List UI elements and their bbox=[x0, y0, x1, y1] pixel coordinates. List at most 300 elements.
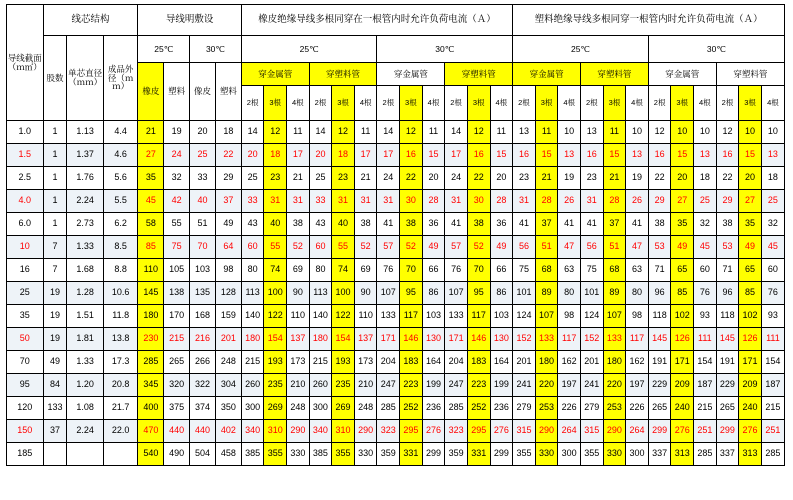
cell-p25-plastic-2: 47 bbox=[626, 236, 649, 259]
cell-open-1: 42 bbox=[164, 190, 190, 213]
cell-r30-plastic-2: 236 bbox=[490, 397, 513, 420]
cell-p30-plastic-0: 191 bbox=[716, 351, 739, 374]
cell-r30-metal-2: 20 bbox=[422, 167, 445, 190]
cell-p25-plastic-0: 41 bbox=[580, 213, 603, 236]
header-row-temps bbox=[7, 36, 785, 63]
cell-r25-plastic-0: 113 bbox=[309, 282, 332, 305]
cell-p25-plastic-2: 300 bbox=[626, 443, 649, 466]
cell-p30-metal-2: 215 bbox=[694, 397, 717, 420]
cell-p30-metal-1: 49 bbox=[671, 236, 694, 259]
cell-open-1: 265 bbox=[164, 351, 190, 374]
cell-p25-plastic-0: 56 bbox=[580, 236, 603, 259]
cell-r25-metal-0: 43 bbox=[241, 213, 264, 236]
cell-area: 95 bbox=[7, 374, 44, 397]
cell-p30-metal-2: 285 bbox=[694, 443, 717, 466]
count-2: 2根 bbox=[377, 86, 400, 121]
cell-r30-plastic-0: 171 bbox=[445, 328, 468, 351]
cell-r25-metal-2: 210 bbox=[287, 374, 310, 397]
table-row bbox=[7, 213, 785, 236]
cell-r30-metal-1: 331 bbox=[400, 443, 423, 466]
cell-p30-plastic-0: 337 bbox=[716, 443, 739, 466]
cell-open-3: 402 bbox=[215, 420, 241, 443]
cell-r30-plastic-0: 41 bbox=[445, 213, 468, 236]
cell-r25-plastic-2: 173 bbox=[354, 351, 377, 374]
cell-p30-plastic-2: 13 bbox=[761, 144, 784, 167]
count-3: 3根 bbox=[400, 86, 423, 121]
cell-p30-plastic-0: 145 bbox=[716, 328, 739, 351]
cell-r25-plastic-2: 52 bbox=[354, 236, 377, 259]
cell-r30-plastic-2: 299 bbox=[490, 443, 513, 466]
table-body bbox=[7, 121, 785, 466]
cell-p25-metal-1: 89 bbox=[535, 282, 558, 305]
cell-r30-plastic-0: 247 bbox=[445, 374, 468, 397]
cell-r30-plastic-0: 14 bbox=[445, 121, 468, 144]
cell-r30-metal-1: 95 bbox=[400, 282, 423, 305]
cell-r30-plastic-1: 12 bbox=[467, 121, 490, 144]
cell-r30-plastic-0: 204 bbox=[445, 351, 468, 374]
cell-r30-plastic-1: 295 bbox=[467, 420, 490, 443]
cell-p25-plastic-1: 253 bbox=[603, 397, 626, 420]
cell-open-3: 37 bbox=[215, 190, 241, 213]
cell-p30-plastic-0: 38 bbox=[716, 213, 739, 236]
cell-p30-metal-1: 15 bbox=[671, 144, 694, 167]
cell-p25-plastic-0: 13 bbox=[580, 121, 603, 144]
count-2: 2根 bbox=[716, 86, 739, 121]
table-row bbox=[7, 420, 785, 443]
cell-r30-plastic-2: 49 bbox=[490, 236, 513, 259]
cell-p30-metal-0: 16 bbox=[648, 144, 671, 167]
cell-r25-metal-2: 52 bbox=[287, 236, 310, 259]
cell-open-0: 400 bbox=[138, 397, 164, 420]
cell-r25-metal-1: 55 bbox=[264, 236, 287, 259]
col-outer-dia: 成品外径（ｍｍ） bbox=[103, 36, 137, 121]
cell-r30-metal-0: 24 bbox=[377, 167, 400, 190]
cell-p30-metal-0: 71 bbox=[648, 259, 671, 282]
cell-p25-plastic-1: 330 bbox=[603, 443, 626, 466]
count-4: 4根 bbox=[694, 86, 717, 121]
cell-p25-plastic-2: 80 bbox=[626, 282, 649, 305]
cell-r30-plastic-1: 223 bbox=[467, 374, 490, 397]
cell-p25-plastic-2: 197 bbox=[626, 374, 649, 397]
cell-single-dia: 2.24 bbox=[67, 190, 104, 213]
count-2: 2根 bbox=[445, 86, 468, 121]
cell-r30-metal-0: 171 bbox=[377, 328, 400, 351]
cell-p30-metal-0: 337 bbox=[648, 443, 671, 466]
cell-r30-metal-1: 38 bbox=[400, 213, 423, 236]
count-3: 3根 bbox=[671, 86, 694, 121]
cell-outer-dia: 8.8 bbox=[103, 259, 137, 282]
cell-p25-plastic-2: 41 bbox=[626, 213, 649, 236]
cell-p25-metal-2: 264 bbox=[558, 420, 581, 443]
cell-r30-plastic-2: 20 bbox=[490, 167, 513, 190]
cell-open-1: 490 bbox=[164, 443, 190, 466]
cell-p30-plastic-2: 32 bbox=[761, 213, 784, 236]
cell-r25-metal-1: 100 bbox=[264, 282, 287, 305]
cell-r25-plastic-1: 235 bbox=[332, 374, 355, 397]
table-row bbox=[7, 121, 785, 144]
cell-open-0: 470 bbox=[138, 420, 164, 443]
cell-r25-plastic-0: 180 bbox=[309, 328, 332, 351]
cell-single-dia: 1.76 bbox=[67, 167, 104, 190]
cell-p25-metal-0: 16 bbox=[513, 144, 536, 167]
cell-strands: 1 bbox=[43, 190, 67, 213]
cell-open-2: 51 bbox=[190, 213, 216, 236]
cell-p30-metal-2: 25 bbox=[694, 190, 717, 213]
cell-open-0: 21 bbox=[138, 121, 164, 144]
cell-r30-plastic-1: 38 bbox=[467, 213, 490, 236]
cell-r30-metal-0: 31 bbox=[377, 190, 400, 213]
cell-r25-metal-0: 14 bbox=[241, 121, 264, 144]
cell-r30-plastic-0: 57 bbox=[445, 236, 468, 259]
cell-p25-metal-1: 290 bbox=[535, 420, 558, 443]
cell-r30-metal-0: 204 bbox=[377, 351, 400, 374]
cell-p25-plastic-1: 89 bbox=[603, 282, 626, 305]
cell-p25-metal-0: 41 bbox=[513, 213, 536, 236]
cell-p25-plastic-1: 133 bbox=[603, 328, 626, 351]
cell-r25-plastic-0: 385 bbox=[309, 443, 332, 466]
cell-r25-metal-2: 248 bbox=[287, 397, 310, 420]
cell-p25-metal-1: 51 bbox=[535, 236, 558, 259]
cell-p25-plastic-1: 11 bbox=[603, 121, 626, 144]
cell-single-dia: 1.13 bbox=[67, 121, 104, 144]
cell-open-0: 145 bbox=[138, 282, 164, 305]
cell-p30-plastic-2: 45 bbox=[761, 236, 784, 259]
cell-open-2: 168 bbox=[190, 305, 216, 328]
cell-p30-metal-2: 18 bbox=[694, 167, 717, 190]
cell-single-dia: 1.37 bbox=[67, 144, 104, 167]
cell-p30-plastic-0: 12 bbox=[716, 121, 739, 144]
cell-open-3: 201 bbox=[215, 328, 241, 351]
cell-p30-plastic-2: 18 bbox=[761, 167, 784, 190]
cell-r25-plastic-0: 60 bbox=[309, 236, 332, 259]
cell-open-1: 170 bbox=[164, 305, 190, 328]
cell-outer-dia: 8.5 bbox=[103, 236, 137, 259]
cell-p25-plastic-0: 152 bbox=[580, 328, 603, 351]
cell-p30-plastic-0: 22 bbox=[716, 167, 739, 190]
cell-r25-metal-2: 11 bbox=[287, 121, 310, 144]
table-row bbox=[7, 144, 785, 167]
cell-r25-metal-0: 340 bbox=[241, 420, 264, 443]
cell-r30-metal-1: 183 bbox=[400, 351, 423, 374]
cell-single-dia: 1.20 bbox=[67, 374, 104, 397]
cell-outer-dia: 4.6 bbox=[103, 144, 137, 167]
p25-metal-pipe: 穿金属管 bbox=[513, 63, 581, 86]
cell-p30-metal-0: 191 bbox=[648, 351, 671, 374]
cell-r30-plastic-1: 252 bbox=[467, 397, 490, 420]
cell-r30-plastic-2: 199 bbox=[490, 374, 513, 397]
cell-open-3: 159 bbox=[215, 305, 241, 328]
cell-p30-metal-1: 27 bbox=[671, 190, 694, 213]
cell-single-dia bbox=[67, 443, 104, 466]
cell-p30-metal-1: 276 bbox=[671, 420, 694, 443]
table-row bbox=[7, 397, 785, 420]
cell-r30-plastic-1: 95 bbox=[467, 282, 490, 305]
cell-p30-plastic-1: 126 bbox=[739, 328, 762, 351]
cell-open-2: 70 bbox=[190, 236, 216, 259]
cell-outer-dia: 6.2 bbox=[103, 213, 137, 236]
cell-area: 50 bbox=[7, 328, 44, 351]
cell-r25-plastic-2: 110 bbox=[354, 305, 377, 328]
cell-r30-metal-2: 299 bbox=[422, 443, 445, 466]
cell-r25-plastic-2: 248 bbox=[354, 397, 377, 420]
cell-p25-metal-0: 201 bbox=[513, 351, 536, 374]
cell-p30-plastic-0: 71 bbox=[716, 259, 739, 282]
cell-p30-metal-2: 154 bbox=[694, 351, 717, 374]
cell-strands: 37 bbox=[43, 420, 67, 443]
cell-r30-plastic-2: 36 bbox=[490, 213, 513, 236]
cell-r25-plastic-1: 12 bbox=[332, 121, 355, 144]
cell-area: 150 bbox=[7, 420, 44, 443]
cell-p30-plastic-0: 96 bbox=[716, 282, 739, 305]
cell-open-0: 345 bbox=[138, 374, 164, 397]
cell-r30-plastic-0: 323 bbox=[445, 420, 468, 443]
cell-r30-metal-0: 17 bbox=[377, 144, 400, 167]
cell-p25-metal-1: 21 bbox=[535, 167, 558, 190]
cell-r30-metal-0: 14 bbox=[377, 121, 400, 144]
cell-strands: 133 bbox=[43, 397, 67, 420]
cell-open-3: 248 bbox=[215, 351, 241, 374]
cell-r25-plastic-2: 11 bbox=[354, 121, 377, 144]
cell-r30-metal-1: 30 bbox=[400, 190, 423, 213]
cell-strands: 1 bbox=[43, 121, 67, 144]
cell-p30-plastic-1: 27 bbox=[739, 190, 762, 213]
cell-p30-plastic-1: 15 bbox=[739, 144, 762, 167]
cell-r30-plastic-2: 86 bbox=[490, 282, 513, 305]
count-3: 3根 bbox=[264, 86, 287, 121]
cell-r25-plastic-2: 330 bbox=[354, 443, 377, 466]
cell-p30-plastic-2: 111 bbox=[761, 328, 784, 351]
cell-single-dia: 1.33 bbox=[67, 236, 104, 259]
cell-p25-plastic-0: 16 bbox=[580, 144, 603, 167]
cell-p25-metal-0: 152 bbox=[513, 328, 536, 351]
cell-r30-metal-2: 199 bbox=[422, 374, 445, 397]
cell-outer-dia: 17.3 bbox=[103, 351, 137, 374]
cell-r30-metal-1: 295 bbox=[400, 420, 423, 443]
cell-r30-metal-0: 359 bbox=[377, 443, 400, 466]
count-3: 3根 bbox=[739, 86, 762, 121]
cell-p25-metal-2: 300 bbox=[558, 443, 581, 466]
cell-r25-metal-1: 193 bbox=[264, 351, 287, 374]
cell-r30-metal-1: 52 bbox=[400, 236, 423, 259]
open-30-rubber: 像皮 bbox=[190, 63, 216, 121]
cell-r25-metal-2: 69 bbox=[287, 259, 310, 282]
cell-p30-plastic-0: 299 bbox=[716, 420, 739, 443]
cell-p30-plastic-1: 276 bbox=[739, 420, 762, 443]
count-4: 4根 bbox=[422, 86, 445, 121]
cell-r25-metal-0: 140 bbox=[241, 305, 264, 328]
cell-r30-plastic-2: 103 bbox=[490, 305, 513, 328]
cell-p30-metal-1: 313 bbox=[671, 443, 694, 466]
cell-p30-metal-2: 187 bbox=[694, 374, 717, 397]
cell-p25-plastic-0: 201 bbox=[580, 351, 603, 374]
cell-p30-plastic-2: 215 bbox=[761, 397, 784, 420]
table-row bbox=[7, 190, 785, 213]
cell-p25-plastic-1: 15 bbox=[603, 144, 626, 167]
cell-r25-metal-1: 269 bbox=[264, 397, 287, 420]
cell-r25-metal-1: 40 bbox=[264, 213, 287, 236]
cell-r25-plastic-1: 23 bbox=[332, 167, 355, 190]
p30-plastic-pipe: 穿塑料管 bbox=[716, 63, 784, 86]
cell-p25-plastic-2: 26 bbox=[626, 190, 649, 213]
cell-r30-plastic-0: 76 bbox=[445, 259, 468, 282]
table-row bbox=[7, 328, 785, 351]
r30-plastic-pipe: 穿塑料管 bbox=[445, 63, 513, 86]
open-30-plastic: 塑料 bbox=[215, 63, 241, 121]
cell-r30-metal-0: 247 bbox=[377, 374, 400, 397]
table-row bbox=[7, 236, 785, 259]
cell-open-1: 138 bbox=[164, 282, 190, 305]
cell-open-3: 304 bbox=[215, 374, 241, 397]
cell-r30-metal-2: 15 bbox=[422, 144, 445, 167]
cell-single-dia: 1.68 bbox=[67, 259, 104, 282]
cell-p30-plastic-0: 16 bbox=[716, 144, 739, 167]
cell-p30-metal-1: 20 bbox=[671, 167, 694, 190]
cell-r30-plastic-0: 17 bbox=[445, 144, 468, 167]
col-strands: 股数 bbox=[43, 36, 67, 121]
cell-p30-plastic-1: 10 bbox=[739, 121, 762, 144]
cell-r25-plastic-2: 90 bbox=[354, 282, 377, 305]
col-single-dia: 单芯直径（ｍｍ） bbox=[67, 36, 104, 121]
cell-r30-metal-0: 57 bbox=[377, 236, 400, 259]
cell-r25-plastic-0: 14 bbox=[309, 121, 332, 144]
cell-r25-plastic-1: 31 bbox=[332, 190, 355, 213]
cell-p25-metal-1: 28 bbox=[535, 190, 558, 213]
cell-r30-metal-2: 236 bbox=[422, 397, 445, 420]
cell-r25-metal-1: 31 bbox=[264, 190, 287, 213]
cell-r25-plastic-1: 18 bbox=[332, 144, 355, 167]
cell-p25-metal-0: 241 bbox=[513, 374, 536, 397]
cell-p25-metal-0: 56 bbox=[513, 236, 536, 259]
cell-r25-metal-0: 215 bbox=[241, 351, 264, 374]
cell-outer-dia: 22.0 bbox=[103, 420, 137, 443]
count-2: 2根 bbox=[580, 86, 603, 121]
cell-r30-plastic-1: 331 bbox=[467, 443, 490, 466]
cell-p30-plastic-2: 10 bbox=[761, 121, 784, 144]
cell-p25-metal-2: 80 bbox=[558, 282, 581, 305]
cell-open-1: 375 bbox=[164, 397, 190, 420]
cell-open-0: 85 bbox=[138, 236, 164, 259]
cell-single-dia: 1.51 bbox=[67, 305, 104, 328]
cell-open-2: 33 bbox=[190, 167, 216, 190]
count-4: 4根 bbox=[558, 86, 581, 121]
cell-r30-metal-0: 107 bbox=[377, 282, 400, 305]
cell-r25-metal-2: 137 bbox=[287, 328, 310, 351]
cell-p25-plastic-1: 220 bbox=[603, 374, 626, 397]
cell-p30-plastic-1: 102 bbox=[739, 305, 762, 328]
cell-strands: 19 bbox=[43, 305, 67, 328]
cell-p30-metal-0: 38 bbox=[648, 213, 671, 236]
cell-r30-plastic-1: 16 bbox=[467, 144, 490, 167]
cell-p30-metal-0: 29 bbox=[648, 190, 671, 213]
cell-p25-metal-0: 355 bbox=[513, 443, 536, 466]
cell-p25-metal-2: 226 bbox=[558, 397, 581, 420]
cell-r25-metal-2: 290 bbox=[287, 420, 310, 443]
cell-p30-plastic-1: 85 bbox=[739, 282, 762, 305]
cell-r25-metal-0: 33 bbox=[241, 190, 264, 213]
cell-r25-plastic-1: 269 bbox=[332, 397, 355, 420]
cell-p30-metal-2: 32 bbox=[694, 213, 717, 236]
cell-p25-metal-1: 37 bbox=[535, 213, 558, 236]
cell-p30-metal-1: 209 bbox=[671, 374, 694, 397]
cell-r25-metal-2: 38 bbox=[287, 213, 310, 236]
cell-p30-plastic-2: 93 bbox=[761, 305, 784, 328]
cell-p30-metal-2: 60 bbox=[694, 259, 717, 282]
cell-p25-metal-0: 31 bbox=[513, 190, 536, 213]
count-2: 2根 bbox=[513, 86, 536, 121]
cell-strands: 19 bbox=[43, 328, 67, 351]
group-open-wiring: 导线明敷设 bbox=[138, 5, 241, 36]
cell-r30-metal-2: 103 bbox=[422, 305, 445, 328]
open-temp-25: 25℃ bbox=[138, 36, 190, 63]
cell-open-0: 58 bbox=[138, 213, 164, 236]
cell-p30-plastic-1: 65 bbox=[739, 259, 762, 282]
cell-open-3: 18 bbox=[215, 121, 241, 144]
count-4: 4根 bbox=[626, 86, 649, 121]
cell-p25-plastic-2: 63 bbox=[626, 259, 649, 282]
cell-p25-plastic-2: 226 bbox=[626, 397, 649, 420]
cell-area: 1.0 bbox=[7, 121, 44, 144]
table-row bbox=[7, 282, 785, 305]
cell-p25-metal-2: 41 bbox=[558, 213, 581, 236]
cell-p25-metal-0: 23 bbox=[513, 167, 536, 190]
group-core-structure: 线芯结构 bbox=[43, 5, 138, 36]
cell-open-2: 20 bbox=[190, 121, 216, 144]
rubber-temp-25: 25℃ bbox=[241, 36, 377, 63]
cell-p30-metal-2: 76 bbox=[694, 282, 717, 305]
cell-r30-plastic-0: 24 bbox=[445, 167, 468, 190]
cell-r30-plastic-0: 107 bbox=[445, 282, 468, 305]
cell-strands: 19 bbox=[43, 282, 67, 305]
cell-open-1: 440 bbox=[164, 420, 190, 443]
cell-outer-dia: 20.8 bbox=[103, 374, 137, 397]
table-row bbox=[7, 351, 785, 374]
cell-r25-metal-2: 31 bbox=[287, 190, 310, 213]
cell-p25-plastic-1: 68 bbox=[603, 259, 626, 282]
cell-open-1: 55 bbox=[164, 213, 190, 236]
cell-r25-plastic-0: 300 bbox=[309, 397, 332, 420]
cell-p25-metal-1: 253 bbox=[535, 397, 558, 420]
cell-single-dia: 1.33 bbox=[67, 351, 104, 374]
cell-p30-plastic-2: 251 bbox=[761, 420, 784, 443]
wire-current-table bbox=[6, 4, 785, 466]
cell-open-2: 504 bbox=[190, 443, 216, 466]
cell-r30-plastic-1: 70 bbox=[467, 259, 490, 282]
table-row bbox=[7, 443, 785, 466]
cell-p30-metal-1: 102 bbox=[671, 305, 694, 328]
cell-r25-metal-2: 17 bbox=[287, 144, 310, 167]
cell-p30-plastic-2: 154 bbox=[761, 351, 784, 374]
cell-p25-plastic-1: 28 bbox=[603, 190, 626, 213]
cell-r30-metal-2: 276 bbox=[422, 420, 445, 443]
cell-area: 120 bbox=[7, 397, 44, 420]
cell-r25-plastic-1: 154 bbox=[332, 328, 355, 351]
cell-outer-dia: 11.8 bbox=[103, 305, 137, 328]
cell-open-3: 128 bbox=[215, 282, 241, 305]
cell-r25-metal-0: 385 bbox=[241, 443, 264, 466]
cell-p30-plastic-0: 118 bbox=[716, 305, 739, 328]
group-rubber: 橡皮绝缘导线多根同穿在一根管内时允许负荷电流（Ａ） bbox=[241, 5, 512, 36]
cell-p25-metal-2: 47 bbox=[558, 236, 581, 259]
cell-r25-plastic-2: 210 bbox=[354, 374, 377, 397]
cell-open-3: 458 bbox=[215, 443, 241, 466]
cell-p25-plastic-1: 290 bbox=[603, 420, 626, 443]
cell-r30-metal-1: 223 bbox=[400, 374, 423, 397]
cell-p30-metal-0: 22 bbox=[648, 167, 671, 190]
cell-r30-plastic-2: 164 bbox=[490, 351, 513, 374]
cell-r30-plastic-1: 183 bbox=[467, 351, 490, 374]
cell-r25-plastic-2: 31 bbox=[354, 190, 377, 213]
count-3: 3根 bbox=[603, 86, 626, 121]
